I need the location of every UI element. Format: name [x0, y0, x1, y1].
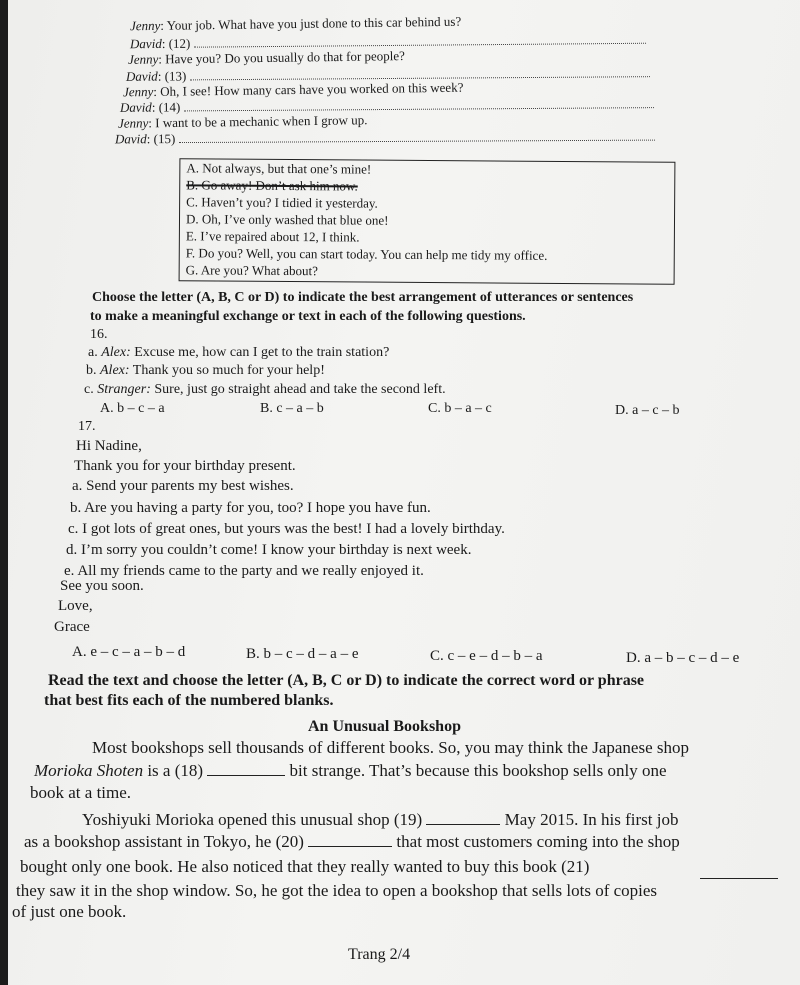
letter-item-a: a. Send your parents my best wishes. — [72, 478, 294, 494]
answer-options-box — [179, 158, 676, 284]
dialogue-text: I want to be a mechanic when I grow up. — [155, 112, 368, 131]
passage-p2-line-1 — [82, 810, 678, 830]
passage-p1-line-3: book at a time. — [30, 783, 132, 802]
passage-p2-line-3: bought only one book. He also noticed that they really wanted to buy this book (21) — [20, 857, 590, 876]
blank-label-12: (12) — [168, 35, 191, 51]
dialogue-line-6: David: (14) — [120, 96, 654, 116]
dialogue-line-4: David: (13) — [126, 65, 650, 85]
dialogue-text: Your job. What have you just done to this car behind us? — [166, 13, 462, 33]
q16-line-a — [88, 345, 389, 361]
dialogue-text: Oh, I see! How many cars have you worked on this week? — [160, 79, 464, 99]
speaker-name: Jenny — [122, 83, 154, 100]
arrange-instruction-line-1: Choose the letter (A, B, C or D) to indicate the best arrangement of utterances or sentences — [92, 290, 634, 305]
q16-line-c — [84, 382, 446, 398]
answer-line-13[interactable] — [190, 66, 650, 80]
q16-text-b: Thank you so much for your help! — [132, 363, 325, 378]
page-number: Trang 2/4 — [348, 946, 411, 963]
option-a: A. Not always, but that one’s mine! — [186, 160, 372, 177]
speaker-name: David — [125, 68, 158, 84]
passage-title: An Unusual Bookshop — [308, 718, 461, 735]
worksheet-page — [8, 0, 800, 985]
passage-p1-line-2 — [34, 761, 667, 781]
q16-line-b — [86, 363, 325, 379]
passage-text: that most customers coming into the shop — [396, 832, 680, 851]
q17-answer-a[interactable]: A. e – c – a – b – d — [72, 644, 186, 660]
q16-speaker-b: Alex: — [100, 363, 130, 378]
q16-answer-c[interactable]: C. b – a – c — [428, 401, 492, 416]
passage-text: May 2015. In his first job — [504, 810, 679, 829]
cloze-instruction-line-2: that best fits each of the numbered blanks. — [44, 692, 334, 709]
passage-p2-line-5: of just one book. — [12, 902, 127, 921]
shop-name: Morioka Shoten — [34, 761, 144, 780]
letter-item-c: c. I got lots of great ones, but yours was the best! I had a lovely birthday. — [68, 521, 505, 537]
q16-answer-d[interactable]: D. a – c – b — [615, 403, 680, 418]
option-b: B. Go away! Don’t ask him now. — [186, 177, 358, 194]
dialogue-line-7: Jenny: I want to be a mechanic when I grow up. — [117, 112, 368, 131]
q16-label-c: c. — [84, 382, 94, 397]
letter-item-e: e. All my friends came to the party and we really enjoyed it. — [64, 563, 424, 579]
answer-line-14[interactable] — [184, 97, 654, 111]
dialogue-line-3: Jenny: Have you? Do you usually do that for people? — [127, 48, 405, 67]
passage-text: Yoshiyuki Morioka opened this unusual shop (19) — [82, 810, 423, 829]
q16-label-b: b. — [86, 363, 97, 378]
option-d: D. Oh, I’ve only washed that blue one! — [185, 211, 389, 228]
dialogue-line-1: Jenny: Your job. What have you just done to this car behind us? — [129, 13, 462, 34]
blank-21[interactable] — [700, 878, 778, 879]
speaker-name: David — [129, 35, 162, 52]
blank-20[interactable] — [308, 846, 392, 847]
option-f: F. Do you? Well, you can start today. You can help me tidy my office. — [185, 245, 548, 263]
answer-line-15[interactable] — [179, 130, 655, 143]
question-17-number: 17. — [78, 419, 96, 434]
q16-text-c: Sure, just go straight ahead and take the second left. — [154, 382, 446, 397]
speaker-name: Jenny — [129, 17, 161, 34]
q16-speaker-c: Stranger: — [97, 382, 151, 397]
passage-p2-line-4: they saw it in the shop window. So, he got the idea to open a bookshop that sells lots of copies — [16, 881, 658, 900]
q17-answer-b[interactable]: B. b – c – d – a – e — [246, 646, 359, 662]
dialogue-line-2: David: (12) — [130, 32, 646, 52]
dialogue-text: Have you? Do you usually do that for people? — [165, 48, 405, 67]
question-16-number: 16. — [90, 327, 108, 342]
q16-speaker-a: Alex: — [101, 345, 131, 360]
passage-text: is a (18) — [147, 761, 204, 780]
option-g: G. Are you? What about? — [185, 262, 318, 279]
arrange-instruction-line-2: to make a meaningful exchange or text in each of the following questions. — [90, 309, 526, 324]
speaker-name: Jenny — [127, 51, 159, 67]
answer-line-12[interactable] — [194, 33, 646, 48]
letter-opening: Thank you for your birthday present. — [74, 458, 296, 474]
letter-item-d: d. I’m sorry you couldn’t come! I know your birthday is next week. — [66, 542, 472, 558]
speaker-name: Jenny — [117, 115, 149, 131]
blank-label-14: (14) — [158, 99, 181, 115]
letter-closing: See you soon. — [60, 578, 144, 594]
q17-answer-c[interactable]: C. c – e – d – b – a — [430, 648, 543, 664]
q16-text-a: Excuse me, how can I get to the train station? — [134, 345, 390, 360]
option-c: C. Haven’t you? I tidied it yesterday. — [186, 194, 378, 211]
option-e: E. I’ve repaired about 12, I think. — [185, 228, 360, 245]
cloze-instruction-line-1: Read the text and choose the letter (A, B, C or D) to indicate the correct word or phrase — [48, 672, 645, 689]
q16-answer-b[interactable]: B. c – a – b — [260, 401, 324, 416]
speaker-name: David — [119, 99, 152, 115]
speaker-name: David — [114, 131, 147, 147]
blank-19[interactable] — [426, 824, 500, 825]
dialogue-line-8: David: (15) — [115, 129, 655, 148]
passage-p2-line-2 — [24, 832, 680, 852]
passage-text: as a bookshop assistant in Tokyo, he (20) — [24, 832, 304, 851]
passage-p1-line-1: Most bookshops sell thousands of different books. So, you may think the Japanese shop — [92, 738, 690, 757]
dialogue-line-5: Jenny: Oh, I see! How many cars have you worked on this week? — [122, 79, 464, 100]
letter-item-b: b. Are you having a party for you, too? I hope you have fun. — [70, 500, 431, 516]
blank-label-13: (13) — [164, 68, 187, 84]
blank-label-15: (15) — [153, 131, 176, 147]
passage-text: bit strange. That’s because this bookshop sells only one — [289, 761, 667, 780]
letter-signature: Grace — [54, 619, 90, 635]
letter-greeting: Hi Nadine, — [76, 438, 142, 454]
q16-label-a: a. — [88, 345, 98, 360]
q16-answer-a[interactable]: A. b – c – a — [100, 401, 165, 416]
letter-love: Love, — [58, 598, 93, 614]
q17-answer-d[interactable]: D. a – b – c – d – e — [626, 650, 740, 666]
blank-18[interactable] — [207, 775, 285, 776]
